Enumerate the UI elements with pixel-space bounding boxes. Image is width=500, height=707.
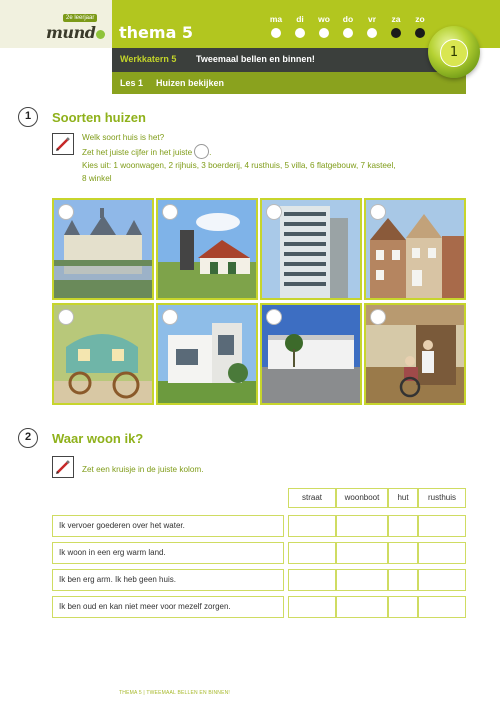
instruction-line: Kies uit: 1 woonwagen, 2 rijhuis, 3 boerderij, 4 rusthuis, 5 villa, 6 flatgebouw, 7 kasteel, (82, 161, 396, 170)
pencil-icon (52, 133, 74, 155)
grade-badge: 2e leerjaar (63, 14, 97, 22)
section-2-instruction: Zet een kruisje in de juiste kolom. (82, 465, 204, 474)
answer-circle[interactable] (370, 309, 386, 325)
lesson-number-badge: 1 (440, 39, 468, 67)
photo-caravan (52, 303, 154, 405)
day-dot (391, 28, 401, 38)
answer-cell-rusthuis[interactable] (418, 542, 466, 564)
row-statement: Ik ben erg arm. Ik heb geen huis. (52, 569, 284, 591)
answer-cell-hut[interactable] (388, 569, 418, 591)
day-label: wo (318, 14, 330, 24)
answer-circle[interactable] (58, 309, 74, 325)
weekday-tracker (264, 14, 432, 38)
day-dot (319, 28, 329, 38)
answer-cell-hut[interactable] (388, 542, 418, 564)
day-dot (343, 28, 353, 38)
row-statement: Ik ben oud en kan niet meer voor mezelf zorgen. (52, 596, 284, 618)
answer-cell-rusthuis[interactable] (418, 569, 466, 591)
day-label: za (391, 14, 401, 24)
day-dot (367, 28, 377, 38)
day-za (384, 14, 408, 38)
pencil-icon (52, 456, 74, 478)
row-statement: Ik vervoer goederen over het water. (52, 515, 284, 537)
day-label: di (296, 14, 304, 24)
photo-retirement-home (364, 303, 466, 405)
photo-villa (156, 303, 258, 405)
photo-farm (156, 198, 258, 300)
day-dot (271, 28, 281, 38)
answer-cell-straat[interactable] (288, 596, 336, 618)
instruction-line: 8 winkel (82, 174, 112, 183)
answer-cell-straat[interactable] (288, 542, 336, 564)
answer-cell-rusthuis[interactable] (418, 596, 466, 618)
answer-circle[interactable] (370, 204, 386, 220)
les-label: Les 1 (120, 78, 144, 88)
photo-castle (52, 198, 154, 300)
instruction-line: Welk soort huis is het? (82, 133, 165, 142)
photo-flat-building (260, 198, 362, 300)
photo-row-houses (364, 198, 466, 300)
answer-cell-hut[interactable] (388, 596, 418, 618)
section-2-number: 2 (18, 428, 38, 448)
day-label: do (342, 14, 354, 24)
day-zo (408, 14, 432, 38)
answer-cell-straat[interactable] (288, 515, 336, 537)
answer-circle[interactable] (266, 204, 282, 220)
answer-circle-icon (194, 144, 212, 159)
column-header-rusthuis: rusthuis (418, 488, 466, 508)
day-dot (295, 28, 305, 38)
logo-text: mund (46, 23, 96, 42)
section-1-instructions (82, 131, 396, 185)
day-ma (264, 14, 288, 38)
answer-cell-woonboot[interactable] (336, 596, 388, 618)
answer-cell-hut[interactable] (388, 515, 418, 537)
les-title: Huizen bekijken (156, 78, 225, 88)
answer-circle[interactable] (162, 204, 178, 220)
mundo-logo (46, 23, 105, 42)
werkkatern-title: Tweemaal bellen en binnen! (196, 54, 315, 64)
day-vr (360, 14, 384, 38)
day-label: vr (367, 14, 377, 24)
answer-cell-straat[interactable] (288, 569, 336, 591)
answer-cell-woonboot[interactable] (336, 515, 388, 537)
thema-title: thema 5 (119, 23, 194, 42)
answer-circle[interactable] (162, 309, 178, 325)
day-label: zo (415, 14, 425, 24)
day-do (336, 14, 360, 38)
day-label: ma (269, 14, 283, 24)
photo-shop (260, 303, 362, 405)
answer-cell-woonboot[interactable] (336, 542, 388, 564)
werkkatern-label: Werkkatern 5 (120, 54, 177, 64)
instruction-text: Zet het juiste cijfer in het juiste (82, 148, 193, 157)
section-1-title: Soorten huizen (52, 110, 146, 125)
answer-cell-rusthuis[interactable] (418, 515, 466, 537)
column-header-hut: hut (388, 488, 418, 508)
page-footer: THEMA 5 | TWEEMAAL BELLEN EN BINNEN! (119, 690, 231, 696)
column-header-straat: straat (288, 488, 336, 508)
day-dot (415, 28, 425, 38)
answer-cell-woonboot[interactable] (336, 569, 388, 591)
day-wo (312, 14, 336, 38)
column-header-woonboot: woonboot (336, 488, 388, 508)
instruction-line (82, 144, 396, 159)
answer-circle[interactable] (58, 204, 74, 220)
day-di (288, 14, 312, 38)
section-1-number: 1 (18, 107, 38, 127)
row-statement: Ik woon in een erg warm land. (52, 542, 284, 564)
section-2-title: Waar woon ik? (52, 431, 144, 446)
answer-circle[interactable] (266, 309, 282, 325)
globe-icon (96, 30, 105, 39)
instruction-text: . (209, 148, 212, 157)
